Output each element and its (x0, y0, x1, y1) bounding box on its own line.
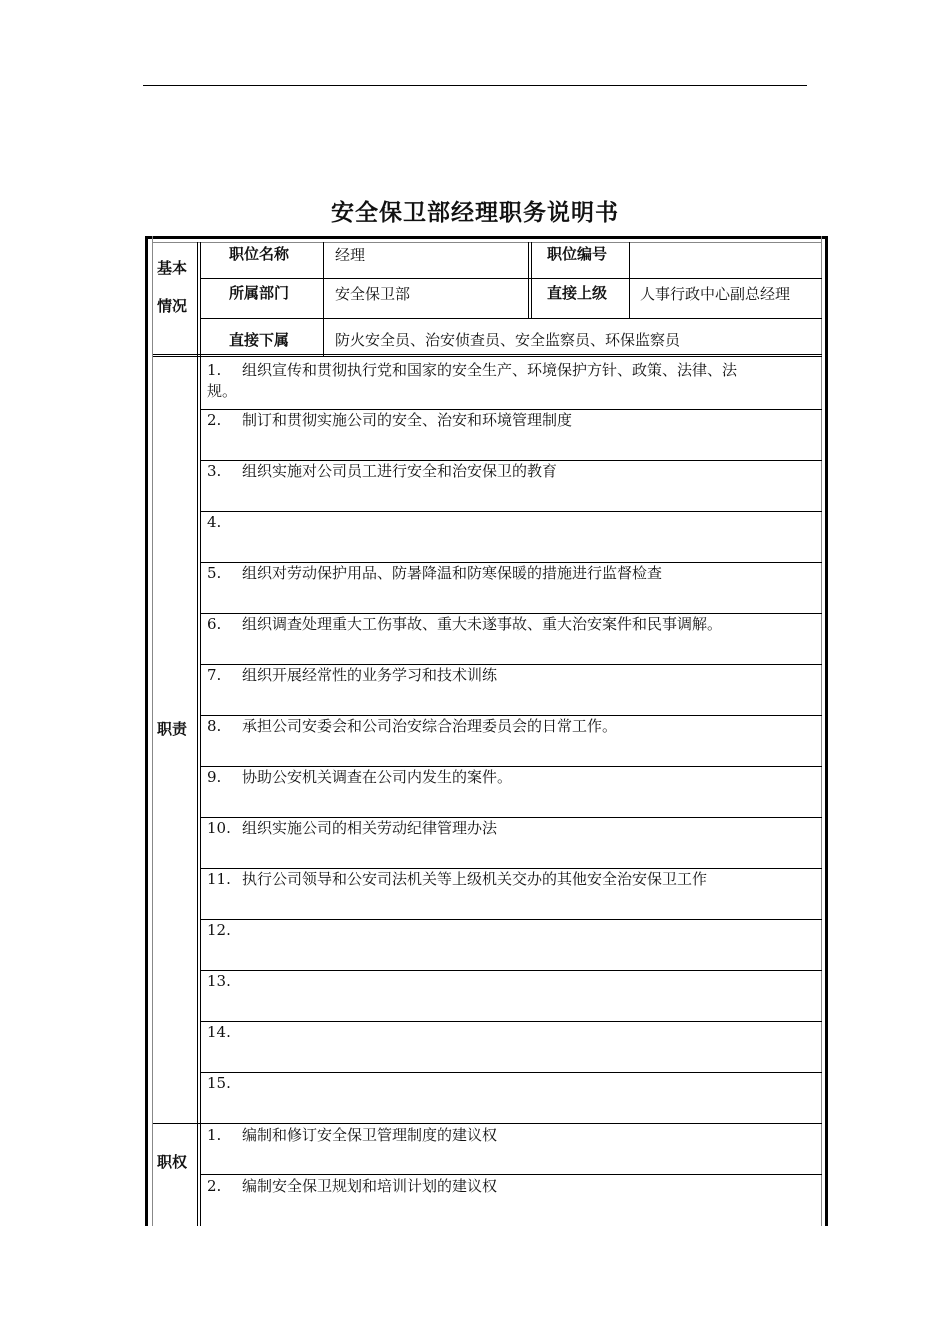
authority-item-text: 编制和修订安全保卫管理制度的建议权 (242, 1126, 498, 1144)
duty-item-number: 2. (207, 411, 222, 429)
basic-info-col-divider-2 (528, 242, 532, 318)
duty-item-number: 7. (207, 666, 222, 684)
duty-item-number: 6. (207, 615, 222, 633)
authority-item-number: 1. (207, 1126, 222, 1144)
duty-item-number: 1. (207, 361, 222, 379)
duty-item-text: 协助公安机关调查在公司内发生的案件。 (242, 768, 513, 786)
authority-row-line-1 (201, 1174, 822, 1175)
table-border-right (825, 236, 828, 1226)
authority-label: 职权 (157, 1153, 188, 1171)
duties-bottom-line (153, 1123, 822, 1124)
duty-item-number: 10. (207, 819, 231, 837)
duty-item-text: 执行公司领导和公安司法机关等上级机关交办的其他安全治安保卫工作 (242, 870, 708, 888)
table-border-top-inner (152, 242, 822, 243)
duty-item-text: 制订和贯彻实施公司的安全、治安和环境管理制度 (242, 411, 573, 429)
duty-item (207, 716, 819, 737)
duty-item (207, 1022, 819, 1043)
duty-item-number: 4. (207, 513, 222, 531)
duty-item (207, 920, 819, 941)
duty-item-number: 3. (207, 462, 222, 480)
position-code-label: 职位编号 (547, 245, 608, 263)
duty-item-text: 承担公司安委会和公司治安综合治理委员会的日常工作。 (242, 717, 618, 735)
duty-item (207, 971, 819, 992)
header-rule (143, 85, 807, 86)
subordinates-label: 直接下属 (229, 331, 290, 349)
duty-item (207, 1073, 819, 1094)
table-border-left-inner (152, 236, 153, 1226)
duty-item-text: 组织开展经常性的业务学习和技术训练 (242, 666, 498, 684)
label-column-divider (197, 242, 201, 1226)
basic-info-col-divider-1 (323, 242, 324, 356)
duty-item (207, 461, 819, 482)
department-label: 所属部门 (229, 284, 290, 302)
duty-item-continuation (207, 381, 819, 402)
duty-item-text: 组织实施公司的相关劳动纪律管理办法 (242, 819, 498, 837)
subordinates-value: 防火安全员、治安侦查员、安全监察员、环保监察员 (335, 331, 681, 349)
basic-info-label-line1: 基本 (157, 259, 188, 277)
basic-info-row-line-1 (201, 278, 822, 279)
duty-item (207, 818, 819, 839)
supervisor-label: 直接上级 (547, 284, 608, 302)
duty-item-number: 14. (207, 1023, 231, 1041)
duty-item (207, 410, 819, 431)
duty-item-number: 5. (207, 564, 222, 582)
duty-item (207, 665, 819, 686)
table-border-left (145, 236, 148, 1226)
duty-item (207, 360, 819, 381)
basic-info-col-divider-3 (629, 242, 630, 318)
duties-label: 职责 (157, 720, 188, 738)
document-title: 安全保卫部经理职务说明书 (331, 200, 619, 226)
authority-item (207, 1125, 819, 1146)
duty-item-number: 12. (207, 921, 231, 939)
duty-item-number: 9. (207, 768, 222, 786)
duty-item (207, 614, 819, 635)
duty-item-number: 11. (207, 870, 231, 888)
duty-item-number: 15. (207, 1074, 231, 1092)
position-name-value: 经理 (335, 246, 366, 264)
duty-item (207, 767, 819, 788)
basic-info-bottom-line (153, 354, 822, 357)
basic-info-label-line2: 情况 (157, 297, 188, 315)
duty-item-text: 组织实施对公司员工进行安全和治安保卫的教育 (242, 462, 558, 480)
duty-item-text: 组织宣传和贯彻执行党和国家的安全生产、环境保护方针、政策、法律、法 (242, 361, 738, 379)
duty-item (207, 563, 819, 584)
authority-item-number: 2. (207, 1177, 222, 1195)
authority-item-text: 编制安全保卫规划和培训计划的建议权 (242, 1177, 498, 1195)
authority-item (207, 1176, 819, 1197)
table-border-top (145, 236, 828, 239)
duty-item-text: 组织调查处理重大工伤事故、重大未遂事故、重大治安案件和民事调解。 (242, 615, 723, 633)
department-value: 安全保卫部 (335, 285, 411, 303)
duty-item-number: 13. (207, 972, 231, 990)
duty-item (207, 512, 819, 533)
job-description-table (145, 236, 828, 1226)
basic-info-row-line-2 (201, 318, 822, 319)
duty-item-text: 组织对劳动保护用品、防暑降温和防寒保暖的措施进行监督检查 (242, 564, 663, 582)
duty-item-number: 8. (207, 717, 222, 735)
supervisor-value: 人事行政中心副总经理 (640, 285, 791, 303)
duty-item-text-continuation: 规。 (207, 382, 238, 400)
table-border-right-inner (821, 236, 822, 1226)
position-name-label: 职位名称 (229, 245, 290, 263)
duty-item (207, 869, 819, 890)
